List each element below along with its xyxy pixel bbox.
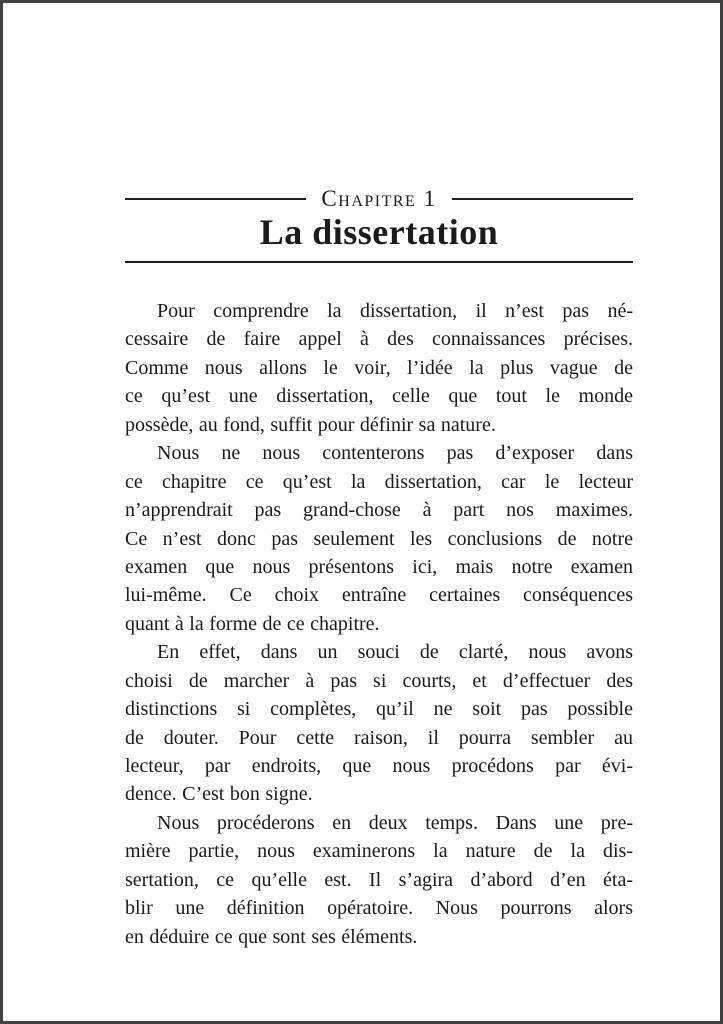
chapter-heading-row <box>125 186 633 212</box>
text-line: n’apprendrait pas grand-chose à part nos maximes. <box>125 499 633 522</box>
text-line: En effet, dans un souci de clarté, nous avons <box>157 641 633 664</box>
text-line: distinctions si complètes, qu’il ne soit pas possible <box>125 698 633 721</box>
text-line: ce chapitre ce qu’est la dissertation, car le lecteur <box>125 470 633 493</box>
chapter-header <box>125 186 633 263</box>
text-line: ce qu’est une dissertation, celle que tout le monde <box>125 385 633 408</box>
text-line: dence. C’est bon signe. <box>125 783 313 806</box>
paragraph <box>125 439 633 638</box>
body-text <box>125 297 633 951</box>
paragraph <box>125 638 633 809</box>
chapter-rule-right <box>452 198 633 200</box>
text-line: possède, au fond, suffit pour définir sa nature. <box>125 413 496 436</box>
text-line: en déduire ce que sont ses éléments. <box>125 925 418 948</box>
text-line: sertation, ce qu’elle est. Il s’agira d’abord d’en éta- <box>125 868 633 891</box>
text-line: mière partie, nous examinerons la nature de la dis- <box>125 840 633 863</box>
text-line: Nous procéderons en deux temps. Dans une pre- <box>157 811 633 834</box>
chapter-title: La dissertation <box>259 212 499 252</box>
text-line: examen que nous présentons ici, mais notre examen <box>125 555 633 578</box>
text-line: quant à la forme de ce chapitre. <box>125 612 380 635</box>
text-line: lui-même. Ce choix entraîne certaines conséquences <box>125 584 633 607</box>
chapter-label: Chapitre 1 <box>321 186 437 211</box>
page-content <box>125 186 633 951</box>
paragraph <box>125 809 633 951</box>
text-line: Pour comprendre la dissertation, il n’est pas né- <box>157 300 633 322</box>
text-line: Nous ne nous contenterons pas d’exposer dans <box>157 442 633 465</box>
paragraph <box>125 297 633 439</box>
text-line: Comme nous allons le voir, l’idée la plus vague de <box>125 356 633 379</box>
text-line: cessaire de faire appel à des connaissances précises. <box>125 328 633 351</box>
text-line: lecteur, par endroits, que nous procédons par évi- <box>125 755 633 777</box>
text-line: de douter. Pour cette raison, il pourra sembler au <box>125 726 633 749</box>
chapter-rule-left <box>125 198 306 200</box>
text-line: choisi de marcher à pas si courts, et d’effectuer des <box>125 669 633 692</box>
text-line: Ce n’est donc pas seulement les conclusions de notre <box>125 527 633 550</box>
text-line: blir une définition opératoire. Nous pourrons alors <box>125 897 633 920</box>
title-underline-rule <box>125 261 633 263</box>
